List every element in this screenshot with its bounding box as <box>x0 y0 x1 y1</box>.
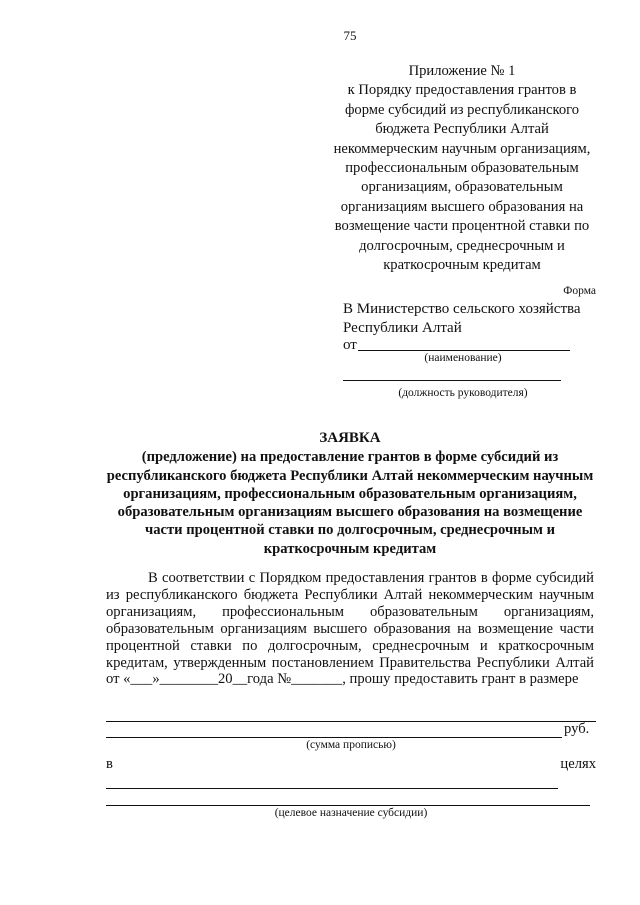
heading-subtitle: (предложение) на предоставление грантов в форме субсидий из республиканского бюджета Республики Алтай некоммерческим научным организациям, профессиональным образовательным организациям, образовательным организациям высшего образования на возмещение части процентной ставки по долгосрочным, среднесрочным и краткосрочным кредитам <box>106 449 594 557</box>
purposes-word: целях <box>560 756 596 772</box>
purpose-blank-line-1 <box>106 788 558 789</box>
addressee-line-2: Республики Алтай <box>343 320 462 336</box>
caption-purpose: (целевое назначение субсидии) <box>274 807 428 819</box>
currency-label: руб. <box>564 721 590 737</box>
body-paragraph: В соответствии с Порядком предоставления грантов в форме субсидий из республиканского бюджета Республики Алтай некоммерческим научным организациям, профессиональным образовательным организациям, образовательным организациям высшего образования на возмещение части процентной ставки по долгосрочным, среднесрочным и краткосрочным кредитам, утвержденным постановлением Правительства Республики Алтай от «___»________20__года №_______, прошу предоставить грант в размере <box>106 570 594 688</box>
appendix-block <box>330 62 594 275</box>
heading-title: ЗАЯВКА <box>319 430 381 446</box>
amount-blank-line-1 <box>106 721 596 722</box>
in-word: в <box>106 756 113 772</box>
document-heading <box>104 429 596 558</box>
head-position-blank-line <box>343 380 561 381</box>
addressee-block <box>343 300 603 338</box>
page-number: 75 <box>343 28 357 43</box>
amount-blank-line-2 <box>106 737 562 738</box>
caption-sum-in-words: (сумма прописью) <box>306 739 396 751</box>
appendix-title: Приложение № 1 <box>408 63 516 79</box>
caption-name: (наименование) <box>424 352 502 364</box>
purpose-blank-line-2 <box>106 805 590 806</box>
caption-head-position: (должность руководителя) <box>398 387 528 399</box>
form-label: Форма <box>563 285 596 297</box>
from-blank-line <box>358 350 570 351</box>
addressee-line-1: В Министерство сельского хозяйства <box>343 301 581 317</box>
appendix-text: к Порядку предоставления грантов в форме субсидий из республиканского бюджета Республики Алтай некоммерческим научным организациям, профессиональным образовательным организациям, образовательным организациям высшего образования на возмещение части процентной ставки по долгосрочным, среднесрочным и краткосрочным кредитам <box>333 82 591 274</box>
from-label: от <box>343 337 357 353</box>
